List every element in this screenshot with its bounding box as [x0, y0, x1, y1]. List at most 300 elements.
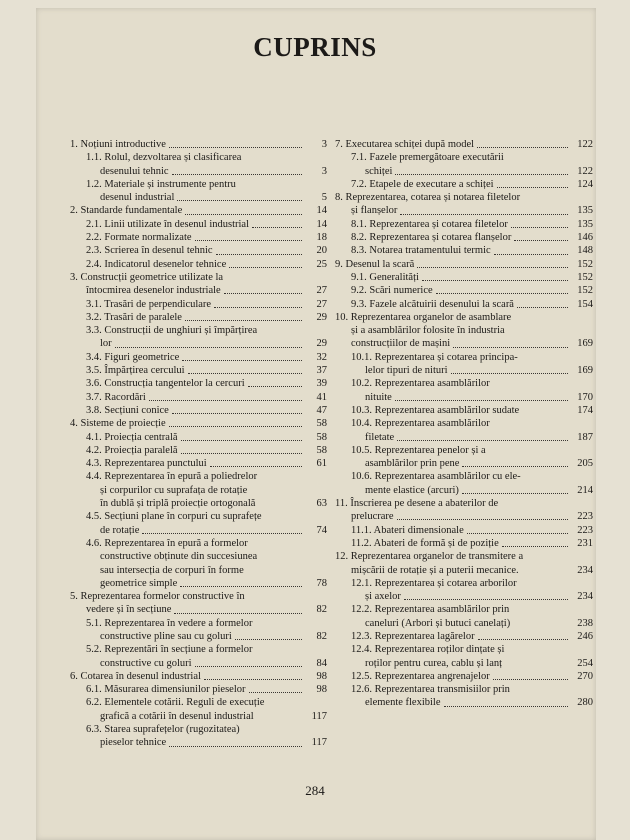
- toc-page-number: 152: [577, 285, 593, 297]
- toc-leader-dots: [172, 174, 302, 175]
- toc-entry: [70, 151, 327, 178]
- toc-entry-line: [335, 204, 593, 217]
- toc-entry: [70, 723, 327, 750]
- toc-page-number: 39: [316, 378, 327, 390]
- toc-entry-line: [70, 231, 327, 244]
- toc-entry-title: lelor tipuri de nituri: [365, 365, 448, 377]
- toc-leader-dots: [210, 466, 302, 467]
- toc-page-number: 41: [316, 391, 327, 403]
- toc-entry-title: filetate: [365, 431, 395, 443]
- toc-entry-title: 3.1. Trasări de perpendiculare: [86, 298, 212, 310]
- toc-entry-title: 3.3. Construcții de unghiuri și împărțirea: [86, 325, 258, 337]
- toc-entry-line: [335, 657, 593, 670]
- toc-leader-dots: [400, 214, 568, 215]
- toc-entry: [335, 444, 593, 471]
- toc-entry: [335, 537, 593, 550]
- toc-leader-dots: [195, 240, 302, 241]
- toc-page-number: 25: [316, 258, 327, 270]
- toc-entry: [70, 470, 327, 510]
- toc-entry-line: [335, 324, 593, 337]
- toc-entry: [335, 231, 593, 244]
- toc-page-number: 152: [577, 271, 593, 283]
- toc-page-number: 238: [577, 617, 593, 629]
- toc-entry-line: [335, 550, 593, 563]
- toc-leader-dots: [180, 586, 302, 587]
- toc-entry: [70, 431, 327, 444]
- toc-entry: [70, 324, 327, 351]
- toc-entry-title: 10.2. Reprezentarea asamblărilor: [351, 378, 490, 390]
- toc-entry: [335, 284, 593, 297]
- toc-entry: [70, 231, 327, 244]
- toc-entry-title: 10.1. Reprezentarea și cotarea principa-: [351, 351, 518, 363]
- toc-leader-dots: [169, 426, 302, 427]
- toc-page-number: 135: [577, 205, 593, 217]
- toc-entry-title: 9.1. Generalități: [351, 271, 419, 283]
- toc-entry-title: vedere și în secțiune: [86, 604, 172, 616]
- toc-entry: [335, 683, 593, 710]
- toc-page-number: 170: [577, 391, 593, 403]
- toc-entry-line: [335, 178, 593, 191]
- toc-leader-dots: [462, 466, 568, 467]
- toc-page-number: 231: [577, 537, 593, 549]
- toc-entry-line: [335, 590, 593, 603]
- toc-entry-title: 8.2. Reprezentarea și cotarea flanșelor: [351, 232, 512, 244]
- toc-entry: [70, 298, 327, 311]
- toc-entry: [70, 404, 327, 417]
- toc-left-column: [70, 138, 327, 750]
- toc-entry: [335, 138, 593, 151]
- toc-entry-title: geometrice simple: [100, 577, 178, 589]
- toc-leader-dots: [514, 240, 568, 241]
- toc-page-number: 84: [316, 657, 327, 669]
- toc-entry-line: [70, 258, 327, 271]
- toc-entry: [335, 470, 593, 497]
- toc-entry-title: 12.6. Reprezentarea transmisiilor prin: [351, 684, 510, 696]
- toc-entry: [335, 311, 593, 351]
- toc-leader-dots: [174, 613, 302, 614]
- toc-page-number: 205: [577, 458, 593, 470]
- toc-leader-dots: [436, 293, 568, 294]
- toc-entry-line: [335, 404, 593, 417]
- toc-entry-title: 1.1. Rolul, dezvoltarea și clasificarea: [86, 152, 242, 164]
- toc-entry-title: 4.1. Proiecția centrală: [86, 431, 178, 443]
- toc-entry: [70, 258, 327, 271]
- toc-page-number: 254: [577, 657, 593, 669]
- toc-page-number: 20: [316, 245, 327, 257]
- toc-entry-line: [70, 218, 327, 231]
- toc-page-number: 29: [316, 338, 327, 350]
- toc-page-number: 187: [577, 431, 593, 443]
- toc-entry: [70, 364, 327, 377]
- toc-entry-line: [70, 643, 327, 656]
- toc-entry: [335, 377, 593, 404]
- toc-page-number: 223: [577, 524, 593, 536]
- toc-entry-title: 8.3. Notarea tratamentului termic: [351, 245, 491, 257]
- toc-entry-line: [70, 550, 327, 563]
- toc-page-number: 58: [316, 431, 327, 443]
- toc-entry-title: și axelor: [365, 591, 401, 603]
- toc-page-number: 82: [316, 630, 327, 642]
- toc-page-number: 234: [577, 564, 593, 576]
- toc-entry-line: [335, 630, 593, 643]
- toc-leader-dots: [477, 147, 568, 148]
- toc-entry-title: 3. Construcții geometrice utilizate la: [70, 271, 224, 283]
- toc-page-number: 234: [577, 591, 593, 603]
- toc-entry-line: [335, 564, 593, 577]
- toc-leader-dots: [181, 453, 302, 454]
- toc-entry-title: desenul industrial: [100, 192, 175, 204]
- toc-entry-title: 12.5. Reprezentarea angrenajelor: [351, 670, 490, 682]
- toc-entry-line: [70, 204, 327, 217]
- toc-entry-line: [70, 138, 327, 151]
- toc-entry-line: [335, 524, 593, 537]
- toc-entry-title: 8. Reprezentarea, cotarea și notarea filetelor: [335, 192, 521, 204]
- toc-entry-line: [70, 271, 327, 284]
- toc-leader-dots: [502, 546, 568, 547]
- toc-page-number: 223: [577, 511, 593, 523]
- toc-entry-line: [335, 218, 593, 231]
- toc-page-number: 32: [316, 351, 327, 363]
- toc-entry-line: [70, 457, 327, 470]
- toc-entry-line: [335, 484, 593, 497]
- toc-entry-title: întocmirea desenelor industriale: [86, 285, 221, 297]
- toc-entry-title: constructive pline sau cu goluri: [100, 630, 232, 642]
- toc-entry-title: 6.3. Starea suprafețelor (rugozitatea): [86, 724, 240, 736]
- toc-leader-dots: [185, 214, 302, 215]
- toc-entry-line: [335, 364, 593, 377]
- toc-leader-dots: [169, 147, 302, 148]
- toc-entry-line: [335, 431, 593, 444]
- toc-entry-line: [70, 364, 327, 377]
- toc-page-number: 280: [577, 697, 593, 709]
- toc-page-number: 14: [316, 205, 327, 217]
- toc-entry-line: [70, 178, 327, 191]
- toc-page-number: 29: [316, 311, 327, 323]
- toc-entry-line: [70, 444, 327, 457]
- toc-entry-line: [335, 537, 593, 550]
- toc-entry: [335, 244, 593, 257]
- toc-entry-line: [335, 298, 593, 311]
- toc-entry-line: [335, 284, 593, 297]
- toc-entry-title: schiței: [365, 165, 393, 177]
- toc-entry-line: [70, 603, 327, 616]
- toc-entry: [70, 457, 327, 470]
- toc-entry: [335, 271, 593, 284]
- toc-entry-title: 2.1. Linii utilizate în desenul industrial: [86, 218, 250, 230]
- toc-entry-line: [70, 470, 327, 483]
- toc-entry: [70, 311, 327, 324]
- toc-entry: [335, 630, 593, 643]
- toc-entry: [70, 271, 327, 298]
- toc-entry-title: 3.6. Construcția tangentelor la cercuri: [86, 378, 245, 390]
- toc-page-number: 63: [316, 498, 327, 510]
- toc-page-number: 3: [321, 139, 327, 150]
- toc-entry-line: [70, 564, 327, 577]
- toc-entry-line: [70, 683, 327, 696]
- toc-leader-dots: [169, 746, 302, 747]
- toc-entry-line: [70, 324, 327, 337]
- toc-entry-title: 7.2. Etapele de executare a schiței: [351, 178, 494, 190]
- toc-page-number: 174: [577, 404, 593, 416]
- toc-leader-dots: [422, 280, 568, 281]
- toc-entry-line: [70, 696, 327, 709]
- toc-entry: [70, 377, 327, 390]
- toc-entry-line: [70, 630, 327, 643]
- toc-entry-line: [70, 377, 327, 390]
- toc-entry: [70, 444, 327, 457]
- toc-page-number: 5: [321, 192, 327, 204]
- toc-page-number: 124: [577, 178, 593, 190]
- toc-leader-dots: [214, 307, 302, 308]
- toc-entry-title: 6.2. Elementele cotării. Reguli de execuție: [86, 697, 265, 709]
- toc-entry-line: [335, 470, 593, 483]
- toc-entry-title: 10.6. Reprezentarea asamblărilor cu ele-: [351, 471, 521, 483]
- toc-entry: [70, 218, 327, 231]
- toc-entry-line: [335, 444, 593, 457]
- toc-leader-dots: [395, 174, 568, 175]
- toc-entry-line: [335, 337, 593, 350]
- toc-leader-dots: [511, 227, 568, 228]
- toc-entry-line: [70, 590, 327, 603]
- toc-leader-dots: [229, 267, 302, 268]
- toc-leader-dots: [478, 639, 568, 640]
- toc-leader-dots: [494, 254, 568, 255]
- toc-entry-title: 11.1. Abateri dimensionale: [351, 524, 464, 536]
- toc-page-number: 58: [316, 444, 327, 456]
- toc-entry: [335, 497, 593, 524]
- toc-entry: [70, 643, 327, 670]
- toc-entry-line: [335, 151, 593, 164]
- toc-entry-title: pieselor tehnice: [100, 737, 167, 749]
- toc-entry-line: [335, 311, 593, 324]
- toc-entry-title: 3.5. Împărțirea cercului: [86, 365, 185, 377]
- toc-leader-dots: [249, 692, 303, 693]
- toc-entry: [70, 178, 327, 205]
- toc-entry-title: caneluri (Arbori și butuci canelați): [365, 617, 511, 629]
- toc-entry-title: 4. Sisteme de proiecție: [70, 418, 166, 430]
- toc-entry: [70, 391, 327, 404]
- toc-entry-title: 6.1. Măsurarea dimensiunilor pieselor: [86, 684, 246, 696]
- toc-entry-line: [335, 258, 593, 271]
- toc-leader-dots: [149, 400, 302, 401]
- toc-entry-line: [70, 244, 327, 257]
- toc-leader-dots: [216, 254, 302, 255]
- toc-entry-title: grafică a cotării în desenul industrial: [100, 710, 254, 722]
- toc-entry-title: 2. Standarde fundamentale: [70, 205, 183, 217]
- toc-entry-title: 1. Noțiuni introductive: [70, 139, 166, 150]
- toc-entry-title: 12.3. Reprezentarea lagărelor: [351, 630, 475, 642]
- toc-entry: [70, 138, 327, 151]
- toc-entry-title: roților pentru curea, cablu și lanț: [365, 657, 503, 669]
- toc-entry-line: [335, 510, 593, 523]
- toc-page-number: 122: [577, 139, 593, 150]
- toc-entry-title: 4.3. Reprezentarea punctului: [86, 458, 207, 470]
- toc-entry: [70, 204, 327, 217]
- toc-entry-title: 2.4. Indicatorul desenelor tehnice: [86, 258, 227, 270]
- toc-page-number: 146: [577, 232, 593, 244]
- toc-entry: [70, 417, 327, 430]
- toc-entry: [335, 151, 593, 178]
- toc-page-number: 74: [316, 524, 327, 536]
- toc-page-number: 169: [577, 338, 593, 350]
- toc-entry: [70, 590, 327, 617]
- toc-leader-dots: [181, 440, 302, 441]
- toc-entry-title: constructive cu goluri: [100, 657, 192, 669]
- toc-leader-dots: [404, 599, 568, 600]
- toc-entry-line: [335, 138, 593, 151]
- toc-leader-dots: [185, 320, 302, 321]
- toc-leader-dots: [444, 706, 568, 707]
- toc-entry-title: construcțiilor de mașini: [351, 338, 451, 350]
- toc-entry-line: [70, 337, 327, 350]
- toc-page-number: 58: [316, 418, 327, 430]
- toc-entry-line: [335, 165, 593, 178]
- toc-entry: [70, 510, 327, 537]
- toc-page-number: 98: [316, 684, 327, 696]
- toc-entry-title: 8.1. Reprezentarea și cotarea filetelor: [351, 218, 508, 230]
- toc-entry: [335, 178, 593, 191]
- toc-entry-title: 10.4. Reprezentarea asamblărilor: [351, 418, 490, 430]
- toc-entry-title: 3.7. Racordări: [86, 391, 146, 403]
- toc-leader-dots: [517, 307, 568, 308]
- toc-page-number: 78: [316, 577, 327, 589]
- toc-page-number: 47: [316, 404, 327, 416]
- toc-entry-line: [335, 244, 593, 257]
- toc-entry-title: 9.3. Fazele alcătuirii desenului la scară: [351, 298, 514, 310]
- toc-entry-line: [335, 603, 593, 616]
- toc-page-number: 152: [577, 258, 593, 270]
- toc-entry-line: [70, 537, 327, 550]
- toc-entry-line: [70, 165, 327, 178]
- toc-entry: [335, 191, 593, 218]
- toc-entry-title: 12. Reprezentarea organelor de transmitere a: [335, 551, 524, 563]
- toc-entry-line: [70, 657, 327, 670]
- toc-entry: [335, 577, 593, 604]
- toc-leader-dots: [467, 533, 568, 534]
- toc-page-number: 27: [316, 285, 327, 297]
- toc-entry-title: lor: [100, 338, 112, 350]
- toc-entry: [335, 643, 593, 670]
- toc-entry-line: [335, 683, 593, 696]
- toc-entry-line: [70, 617, 327, 630]
- toc-page-number: 14: [316, 218, 327, 230]
- toc-entry-line: [70, 431, 327, 444]
- toc-entry-title: 5. Reprezentarea formelor constructive în: [70, 591, 245, 603]
- toc-entry: [335, 258, 593, 271]
- toc-entry-title: 6. Cotarea în desenul industrial: [70, 670, 201, 682]
- toc-entry-title: 4.2. Proiecția paralelă: [86, 444, 178, 456]
- toc-leader-dots: [497, 187, 568, 188]
- toc-entry-line: [70, 311, 327, 324]
- toc-page-number: 135: [577, 218, 593, 230]
- toc-entry-line: [70, 351, 327, 364]
- toc-entry-title: desenului tehnic: [100, 165, 169, 177]
- toc-entry-title: 3.2. Trasări de paralele: [86, 311, 182, 323]
- toc-entry: [70, 670, 327, 683]
- toc-page-number: 27: [316, 298, 327, 310]
- toc-entry-title: 5.2. Reprezentări în secțiune a formelor: [86, 644, 253, 656]
- toc-entry: [335, 670, 593, 683]
- toc-entry-line: [335, 670, 593, 683]
- toc-entry-title: 11.2. Abateri de formă și de poziție: [351, 537, 499, 549]
- toc-entry: [335, 351, 593, 378]
- toc-entry-line: [335, 191, 593, 204]
- toc-page-number: 37: [316, 365, 327, 377]
- toc-right-column: [335, 138, 593, 710]
- toc-leader-dots: [172, 413, 302, 414]
- toc-leader-dots: [182, 360, 302, 361]
- toc-leader-dots: [224, 293, 302, 294]
- toc-entry-line: [335, 417, 593, 430]
- toc-page-number: 82: [316, 604, 327, 616]
- toc-entry: [335, 524, 593, 537]
- toc-leader-dots: [115, 347, 302, 348]
- toc-entry: [70, 683, 327, 696]
- toc-entry-title: 12.4. Reprezentarea roților dințate și: [351, 644, 505, 656]
- toc-entry-line: [335, 577, 593, 590]
- toc-page-number: 154: [577, 298, 593, 310]
- toc-entry-line: [70, 417, 327, 430]
- toc-entry-title: în dublă și triplă proiecție ortogonală: [100, 498, 256, 510]
- toc-entry-title: 2.2. Formate normalizate: [86, 232, 192, 244]
- toc-leader-dots: [252, 227, 302, 228]
- toc-leader-dots: [204, 679, 302, 680]
- toc-entry: [335, 404, 593, 417]
- toc-entry-title: 7. Executarea schiței după model: [335, 139, 475, 150]
- toc-entry-title: și a asamblărilor folosite în industria: [351, 325, 505, 337]
- toc-leader-dots: [417, 267, 568, 268]
- toc-entry: [70, 696, 327, 723]
- toc-page-number: 61: [316, 458, 327, 470]
- toc-entry-line: [70, 510, 327, 523]
- toc-page-number: 3: [321, 165, 327, 177]
- toc-page-number: 169: [577, 365, 593, 377]
- toc-page-number: 117: [311, 737, 327, 749]
- toc-entry-title: 9. Desenul la scară: [335, 258, 415, 270]
- toc-page-number: 98: [316, 670, 327, 682]
- toc-entry-line: [70, 391, 327, 404]
- toc-leader-dots: [397, 440, 568, 441]
- toc-entry-title: prelucrare: [351, 511, 394, 523]
- toc-entry-line: [335, 231, 593, 244]
- toc-entry-line: [70, 497, 327, 510]
- toc-entry: [335, 298, 593, 311]
- toc-entry-line: [335, 457, 593, 470]
- toc-entry: [335, 550, 593, 577]
- toc-leader-dots: [451, 373, 568, 374]
- toc-leader-dots: [142, 533, 302, 534]
- toc-page-number: 270: [577, 670, 593, 682]
- toc-entry-line: [70, 151, 327, 164]
- toc-entry-line: [70, 191, 327, 204]
- toc-entry-title: 10.5. Reprezentarea penelor și a: [351, 444, 486, 456]
- toc-entry-line: [70, 736, 327, 749]
- toc-page-number: 117: [311, 710, 327, 722]
- toc-leader-dots: [453, 347, 568, 348]
- toc-entry: [70, 617, 327, 644]
- toc-entry-title: sau intersecția de corpuri în forme: [100, 564, 244, 576]
- toc-page-number: 18: [316, 232, 327, 244]
- toc-entry-line: [335, 351, 593, 364]
- toc-entry-line: [70, 723, 327, 736]
- toc-entry: [335, 218, 593, 231]
- toc-entry-title: 12.2. Reprezentarea asamblărilor prin: [351, 604, 510, 616]
- toc-entry-title: 10.3. Reprezentarea asamblărilor sudate: [351, 404, 520, 416]
- toc-entry-line: [335, 617, 593, 630]
- toc-entry-line: [335, 696, 593, 709]
- toc-page-number: 122: [577, 165, 593, 177]
- toc-page-number: 214: [577, 484, 593, 496]
